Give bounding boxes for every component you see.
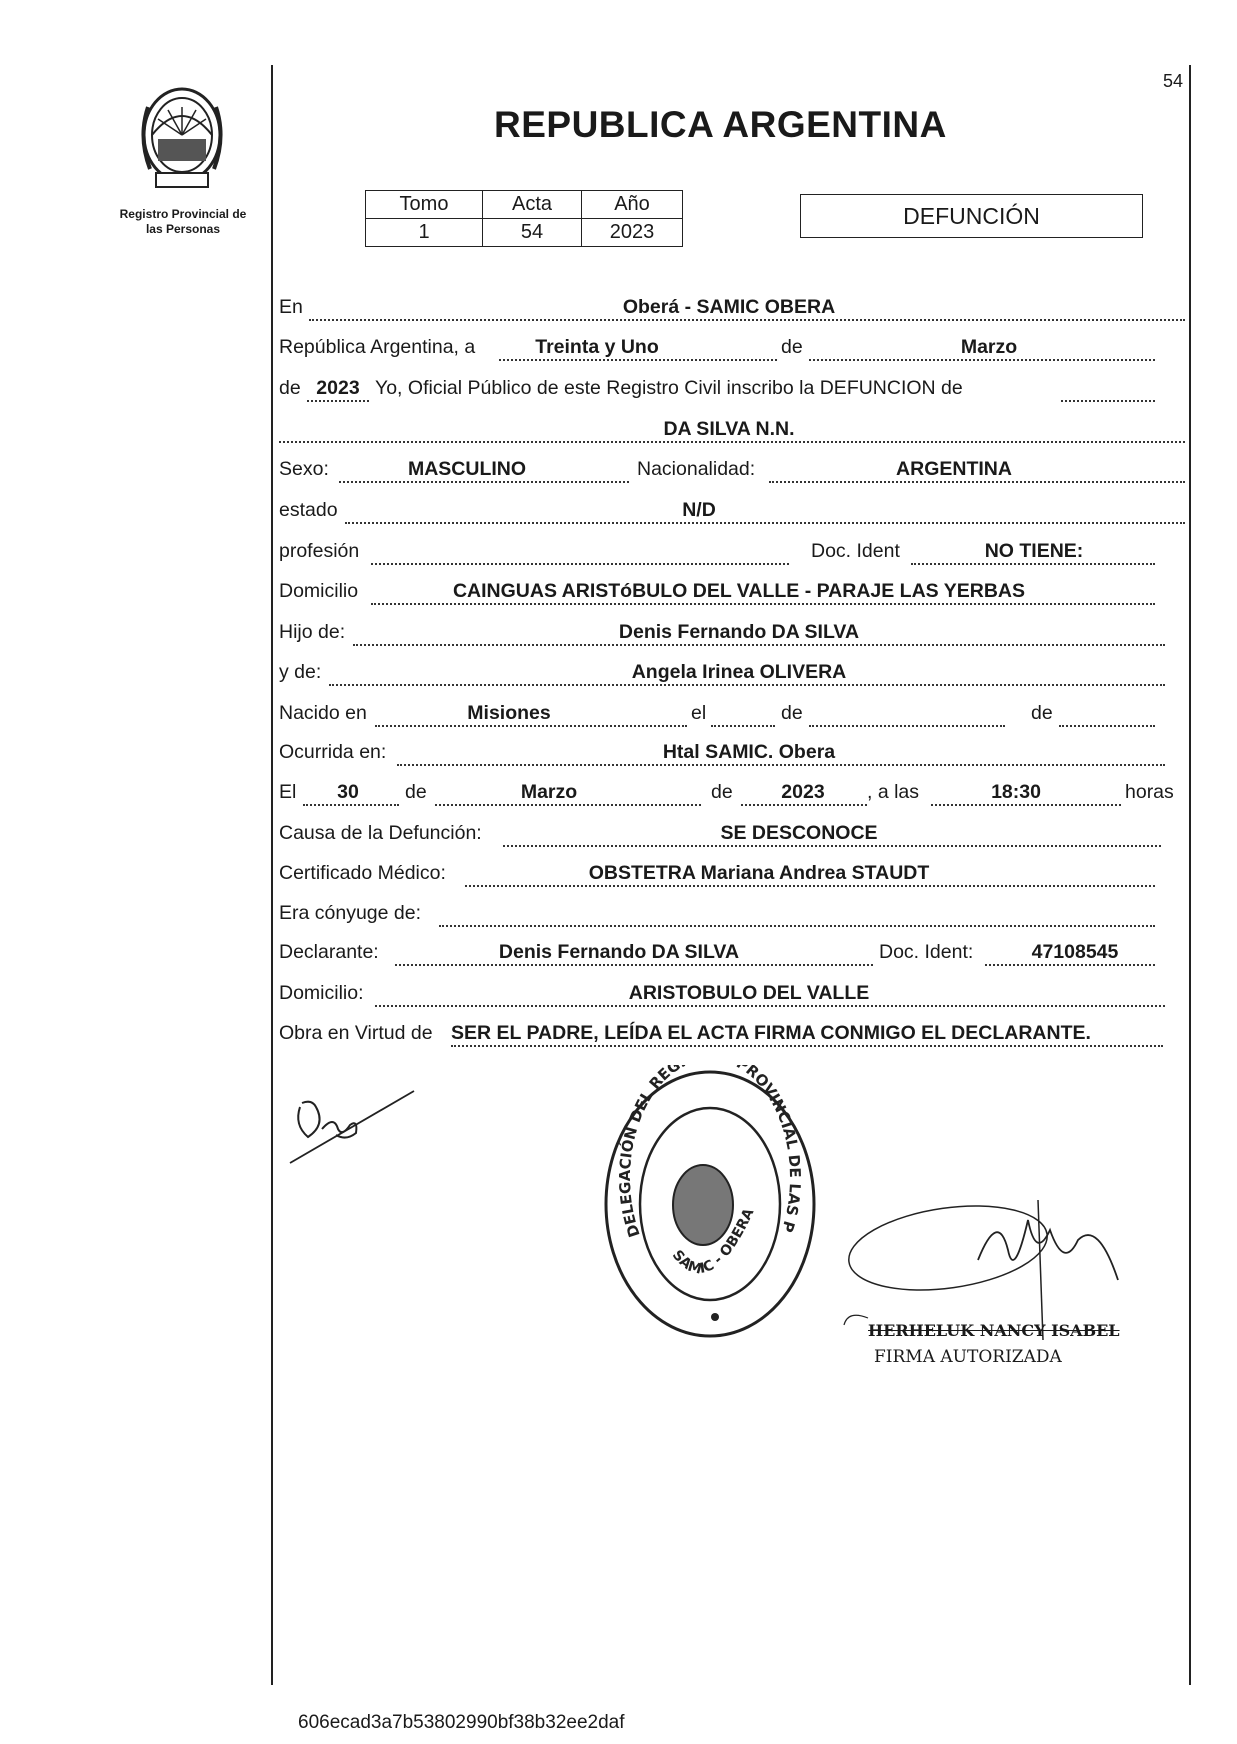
row-obra: [279, 1022, 1185, 1048]
reference-value-row: [366, 219, 683, 247]
right-margin-line: [1189, 65, 1191, 1685]
a-las-label: , a las: [867, 781, 920, 803]
row-certificado: [279, 862, 1185, 888]
year: 2023: [316, 377, 360, 399]
ocurrida-value: Htal SAMIC. Obera: [662, 741, 836, 763]
death-day-dotted-line: [303, 804, 399, 806]
hijo-label: Hijo de:: [279, 621, 346, 643]
row-sexo: [279, 458, 1185, 484]
row-declaracion: [279, 377, 1185, 403]
row-y-de: [279, 661, 1185, 687]
row-nacido: [279, 702, 1185, 728]
reference-header-row: [366, 191, 683, 219]
de-label-2: de: [279, 377, 301, 399]
de3-dotted-line: [809, 725, 1005, 727]
stamp-inner-text: SAMIC - OBERA: [668, 1206, 758, 1278]
sexo-label: Sexo:: [279, 458, 329, 480]
hijo-value: Denis Fernando DA SILVA: [618, 621, 860, 643]
declarante-label: Declarante:: [279, 941, 379, 963]
estado-value: N/D: [682, 499, 716, 521]
stamp-outer-text: DELEGACIÓN DEL REG ROVINCIAL DE LAS P: [615, 1065, 805, 1240]
declaration-text: Yo, Oficial Público de este Registro Civil inscribo la DEFUNCION de: [375, 377, 963, 399]
day-words: Treinta y Uno: [535, 336, 659, 358]
row-fecha-hora: [279, 781, 1185, 807]
death-time: 18:30: [991, 781, 1041, 803]
declarante-doc-value: 47108545: [1031, 941, 1119, 963]
name-dotted-line: [279, 441, 1185, 443]
estado-dotted-line: [345, 522, 1185, 524]
stamp-icon: [600, 1065, 820, 1343]
signatory-title: FIRMA AUTORIZADA: [874, 1347, 1062, 1367]
nacionalidad-dotted-line: [769, 481, 1185, 483]
month: Marzo: [960, 336, 1018, 358]
causa-label: Causa de la Defunción:: [279, 822, 482, 844]
en-dotted-line: [309, 319, 1185, 321]
authorized-signature: [828, 1190, 1128, 1340]
row-fallecido: [279, 418, 1185, 444]
profesion-dotted-line: [371, 563, 789, 565]
row-domicilio: [279, 580, 1185, 606]
death-month-dotted-line: [435, 804, 701, 806]
conyuge-dotted-line: [439, 925, 1155, 927]
ocurrida-dotted-line: [397, 764, 1165, 766]
el-dotted-line: [711, 725, 775, 727]
declarante-domicilio-value: ARISTOBULO DEL VALLE: [628, 982, 870, 1004]
registry-label: [98, 207, 268, 237]
page-title: REPUBLICA ARGENTINA: [494, 104, 947, 145]
obra-dotted-line: [451, 1045, 1163, 1047]
declaration-dotted-line: [1061, 400, 1155, 402]
anio-header: Año: [582, 191, 683, 219]
declarante-domicilio-label: Domicilio:: [279, 982, 364, 1004]
row-ocurrida: [279, 741, 1185, 767]
deceased-name: DA SILVA N.N.: [663, 418, 795, 440]
sexo-dotted-line: [339, 481, 629, 483]
de-label-3: de: [781, 702, 803, 724]
row-en: [279, 296, 1185, 322]
declarante-doc-dotted-line: [985, 964, 1155, 966]
de-label-6: de: [711, 781, 733, 803]
emblem-icon: [128, 77, 236, 195]
certificado-value: OBSTETRA Mariana Andrea STAUDT: [588, 862, 930, 884]
anio-value: 2023: [582, 219, 683, 247]
y-de-label: y de:: [279, 661, 322, 683]
el-cap-label: El: [279, 781, 297, 803]
de-label-1: de: [781, 336, 803, 358]
nacionalidad-value: ARGENTINA: [896, 458, 1012, 480]
de-label-4: de: [1031, 702, 1053, 724]
declarante-value: Denis Fernando DA SILVA: [498, 941, 740, 963]
conyuge-label: Era cónyuge de:: [279, 902, 422, 924]
declarant-signature: [286, 1085, 416, 1167]
certificado-label: Certificado Médico:: [279, 862, 446, 884]
hijo-dotted-line: [353, 644, 1165, 646]
y-de-value: Angela Irinea OLIVERA: [631, 661, 847, 683]
death-month: Marzo: [520, 781, 578, 803]
causa-dotted-line: [503, 845, 1161, 847]
row-declarante: [279, 941, 1185, 967]
ocurrida-label: Ocurrida en:: [279, 741, 387, 763]
tomo-value: 1: [366, 219, 483, 247]
death-year-dotted-line: [741, 804, 867, 806]
declarante-doc-label: Doc. Ident:: [879, 941, 974, 963]
nacido-value: Misiones: [467, 702, 551, 724]
domicilio-dotted-line: [371, 603, 1155, 605]
de4-dotted-line: [1059, 725, 1155, 727]
signatory-name: HERHELUK NANCY ISABEL: [868, 1321, 1120, 1340]
declarant-signature-icon: [286, 1085, 416, 1167]
declarante-dotted-line: [395, 964, 873, 966]
month-dotted-line: [809, 359, 1155, 361]
tomo-header: Tomo: [366, 191, 483, 219]
obra-value: SER EL PADRE, LEÍDA EL ACTA FIRMA CONMIGO EL DECLARANTE.: [451, 1022, 1091, 1044]
en-label: En: [279, 296, 303, 318]
horas-label: horas: [1125, 781, 1174, 803]
registry-line-1: Registro Provincial de: [119, 207, 247, 221]
acta-value: 54: [483, 219, 582, 247]
acta-header: Acta: [483, 191, 582, 219]
row-profesion: [279, 540, 1185, 566]
row-hijo: [279, 621, 1185, 647]
domicilio-value: CAINGUAS ARISTóBULO DEL VALLE - PARAJE LAS YERBAS: [452, 580, 1026, 602]
causa-value: SE DESCONOCE: [720, 822, 878, 844]
row-causa: [279, 822, 1185, 848]
document-hash: 606ecad3a7b53802990bf38b32ee2daf: [298, 1712, 625, 1733]
nacido-dotted-line: [375, 725, 687, 727]
declarante-domicilio-dotted-line: [375, 1005, 1165, 1007]
certificado-dotted-line: [465, 885, 1155, 887]
en-value: Oberá - SAMIC OBERA: [622, 296, 836, 318]
nacido-label: Nacido en: [279, 702, 367, 724]
document-type-box: [800, 194, 1143, 238]
estado-label: estado: [279, 499, 338, 521]
el-label: el: [691, 702, 707, 724]
document-type: DEFUNCIÓN: [903, 203, 1040, 229]
year-dotted-line: [307, 400, 369, 402]
left-margin-line: [271, 65, 273, 1685]
republica-label: República Argentina, a: [279, 336, 476, 358]
death-year: 2023: [781, 781, 825, 803]
sexo-value: MASCULINO: [407, 458, 527, 480]
death-day: 30: [337, 781, 359, 803]
doc-ident-value: NO TIENE:: [984, 540, 1084, 562]
day-dotted-line: [499, 359, 777, 361]
doc-ident-dotted-line: [911, 563, 1155, 565]
row-fecha: [279, 336, 1185, 362]
province-emblem: [128, 77, 236, 195]
registry-line-2: las Personas: [145, 222, 221, 236]
death-time-dotted-line: [931, 804, 1121, 806]
domicilio-label: Domicilio: [279, 580, 359, 602]
reference-table: [365, 190, 683, 247]
page-number: 54: [1163, 71, 1184, 91]
profesion-label: profesión: [279, 540, 360, 562]
nacionalidad-label: Nacionalidad:: [637, 458, 756, 480]
y-de-dotted-line: [329, 684, 1165, 686]
row-estado: [279, 499, 1185, 525]
doc-ident-label: Doc. Ident: [811, 540, 900, 562]
row-declarante-domicilio: [279, 982, 1185, 1008]
row-conyuge: [279, 902, 1185, 928]
official-stamp: [600, 1065, 820, 1343]
obra-label: Obra en Virtud de: [279, 1022, 433, 1044]
de-label-5: de: [405, 781, 427, 803]
authorized-signature-icon: [828, 1190, 1128, 1340]
